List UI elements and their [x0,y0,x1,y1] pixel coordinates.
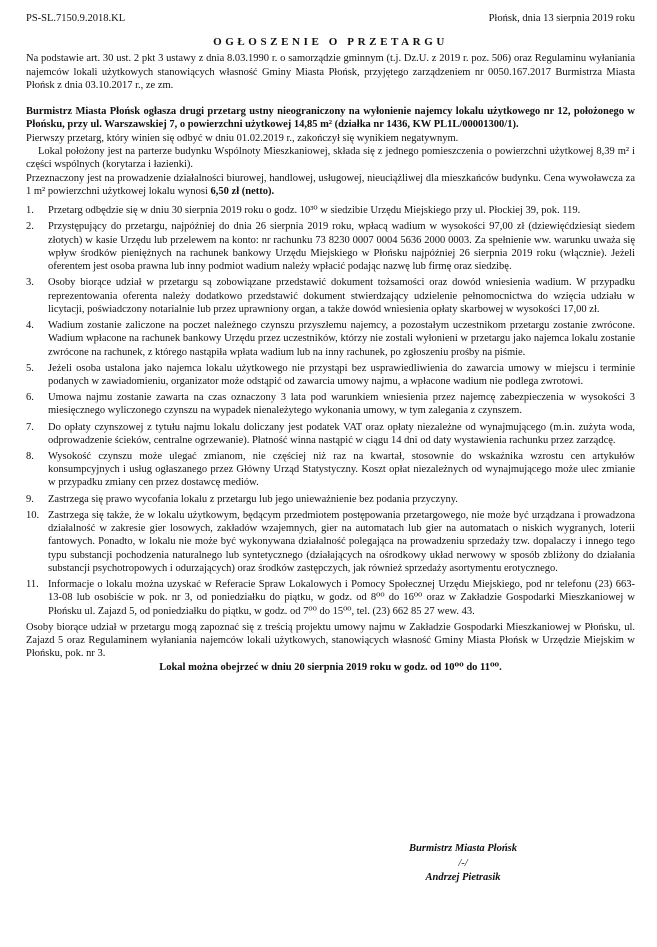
document-header [26,12,635,28]
item-number: 11. [26,578,39,590]
premises-purpose [26,172,635,199]
item-text: Osoby biorące udział w przetargu są zobowiązane przedstawić dokument tożsamości oraz dowód wniesienia wadium. W przypadku reprezentowania oferenta należy dodatkowo przedstawić dokument stwierdzający udzielenie pełnomocnictwa do wzięcia udziału w licytacji, poświadczony notarialnie lub przez uprawniony organ, a także dowód wniesienia opłaty skarbowej w wysokości 17,00 zł. [48,277,635,315]
item-text: Wysokość czynszu może ulegać zmianom, nie częściej niż raz na kwartał, stosownie do wskaźnika wzrostu cen artykułów konsumpcyjnych i usług ogłaszanego przez Główny Urząd Statystyczny. Koszt opłat niezależnych od wynajmującego może ulec zmianie w przypadku zmiany cen przez dostawcę mediów. [48,450,635,489]
item-text: Do opłaty czynszowej z tytułu najmu lokalu doliczany jest podatek VAT oraz opłaty niezależne od wynajmującego (m.in. zużyta woda, odprowadzenie ścieków, centralne ogrzewanie). Płatność winna nastąpić w ciągu 14 dni od daty wystawienia rachunku przez zarządcę. [48,421,635,446]
item-text: Przetarg odbędzie się w dniu 30 sierpnia 2019 roku o godz. 10³⁰ w siedzibie Urzędu Miejskiego przy ul. Płockiej 39, pok. 119. [48,205,581,217]
list-item [26,578,635,618]
item-number: 3. [26,277,34,289]
list-item [26,450,635,490]
signature-block [409,842,517,886]
list-item [26,220,635,273]
starting-price: 6,50 zł (netto). [210,185,275,197]
list-item [26,362,635,389]
item-text: Jeżeli osoba ustalona jako najemca lokalu użytkowego nie przystąpi bez usprawiedliwienia do zawarcia umowy w miejscu i terminie podanych w zawiadomieniu, organizator może odstąpić od zawarcia umowy najmu, a wpłacone wadium nie podlega zwrotowi. [48,362,635,388]
announcement-lead: Burmistrz Miasta Płońsk ogłasza drugi przetarg ustny nieograniczony na wyłonienie najemcy lokalu użytkowego nr 12, położonego w Płońsku, przy ul. Warszawskiej 7, o powierzchni użytkowej 14,85 m² (działka nr 1436, KW PL1L/00001300/1). [26,106,635,131]
list-item [26,391,635,418]
list-item [26,493,635,506]
item-number: 10. [26,509,40,521]
list-item [26,319,635,359]
place-and-date: Płońsk, dnia 13 sierpnia 2019 roku [488,13,635,24]
premises-location: Lokal położony jest na parterze budynku Wspólnoty Mieszkaniowej, składa się z jednego pomieszczenia o powierzchni użytkowej 8,39 m² i części wspólnych (korytarza i łazienki). [26,146,635,171]
item-text: Informacje o lokalu można uzyskać w Referacie Spraw Lokalowych i Pomocy Społecznej Urzędu Miejskiego, pod nr telefonu (23) 663-13-08 lub osobiście w pok. nr 3, od poniedziałku do piątku, w godz. od 8⁰⁰ do 16⁰⁰ oraz w Zakładzie Gospodarki Mieszkaniowej w Płońsku ul. Zajazd 5, od poniedziałku do piątku, w godz. od 7⁰⁰ do 15⁰⁰, tel. (23) 662 85 27 wew. 43. [48,578,635,617]
item-number: 6. [26,392,34,404]
item-number: 9. [26,493,34,505]
item-number: 4. [26,320,34,332]
item-text: Zastrzega się prawo wycofania lokalu z przetargu lub jego unieważnienie bez podania przyczyny. [48,493,458,505]
item-text: Umowa najmu zostanie zawarta na czas oznaczony 3 lata pod warunkiem wniesienia przez najemcę zabezpieczenia w wysokości 3 miesięcznego wyliczonego czynszu na wypadek nienależytego wykonania umowy, w tym zalegania z czynszem. [48,392,635,417]
list-item [26,276,635,316]
item-text: Zastrzega się także, że w lokalu użytkowym, będącym przedmiotem postępowania przetargowego, nie może być urządzana i prowadzona działalność w zakresie gier losowych, zakładów wzajemnych, gier na automatach lub gier na automatach o niskich wygranych, loterii fantowych. Ponadto, w lokalu nie może być wykonywana działalność polegająca na prowadzeniu sprzedaży tzw. dopalaczy i innego tego typu substancji pochodzenia naturalnego lub syntetycznego (działających na ośrodkowy układ nerwowy w sposób zbliżony do działania substancji psychotropowych i odurzających) oraz środków zastępczych, jak również sprzedaży asortymentu erotycznego. [48,509,635,574]
signatory-name: Andrzej Pietrasik [425,872,501,883]
first-tender-note: Pierwszy przetarg, który winien się odbyć w dniu 01.02.2019 r., zakończył się wynikiem negatywnym. [26,132,459,144]
item-text: Wadium zostanie zaliczone na poczet należnego czynszu przyszłemu najemcy, a pozostałym uczestnikom przetargu zostanie zwrócone. Wadium wpłacone na rachunek bankowy Urzędu przez uczestników, którzy nie zostali wyłonieni w przetargu jako najemca lokalu zostanie zwrócone na rachunek, z którego nastąpiła wpłata wadium lub na inny rachunek, po zgłoszeniu prośby na piśmie. [48,320,635,358]
item-number: 7. [26,421,34,433]
list-item [26,509,635,575]
list-item [26,204,635,217]
signature-mark: /-/ [458,857,468,869]
item-number: 8. [26,450,34,462]
item-number: 1. [26,205,34,217]
conditions-list [26,204,635,618]
document-title: OGŁOSZENIE O PRZETARGU [213,36,448,48]
purpose-text: Przeznaczony jest na prowadzenie działalności biurowej, handlowej, usługowej, nieuciążliwej dla mieszkańców budynku. Cena wywoławcza za 1 m² powierzchni użytkowej lokalu wynosi [26,172,635,197]
list-item [26,421,635,448]
reference-number: PS-SL.7150.9.2018.KL [26,13,126,24]
closing-paragraph: Osoby biorące udział w przetargu mogą zapoznać się z treścią projektu umowy najmu w Zakładzie Gospodarki Mieszkaniowej w Płońsku, ul. Zajazd 5 oraz Regulaminem wyłaniania najemców lokali użytkowych, stanowiących własność Gminy Miasta Płońsk w Urzędzie Miejskim w Płońsku, pok. nr 3. [26,621,635,660]
item-number: 2. [26,221,34,233]
item-number: 5. [26,362,34,374]
inspection-notice: Lokal można obejrzeć w dniu 20 sierpnia 2019 roku w godz. od 10⁰⁰ do 11⁰⁰. [159,661,502,673]
item-text: Przystępujący do przetargu, najpóźniej do dnia 26 sierpnia 2019 roku, wpłacą wadium w wysokości 97,00 zł (dziewięćdziesiąt siedem złotych) w kasie Urzędu lub przelewem na konto: nr rachunku 73 8230 0007 0004 5636 2000 0003. Za spełnienie ww. warunku uważa się wpływ środków pieniężnych na rachunek bankowy Urzędu Miejskiego w Płońsku najpóźniej 26 sierpnia 2019 roku (włącznie). Jeżeli oferentem jest osoba prawna lub inny podmiot wadium należy wpłacić podając nazwę lub firmę oraz siedzibę. [48,221,635,273]
signatory-title: Burmistrz Miasta Płońsk [409,843,517,854]
legal-basis-paragraph: Na podstawie art. 30 ust. 2 pkt 3 ustawy z dnia 8.03.1990 r. o samorządzie gminnym (t.j. Dz.U. z 2019 r. poz. 506) oraz Regulaminu wyłaniania najemców lokali użytkowych stanowiących własność Gminy Miasta Płońsk, przyjętego zarządzeniem nr 0050.167.2017 Burmistrza Miasta Płońsk z dnia 03.10.2017 r., ze zm. [26,53,635,91]
